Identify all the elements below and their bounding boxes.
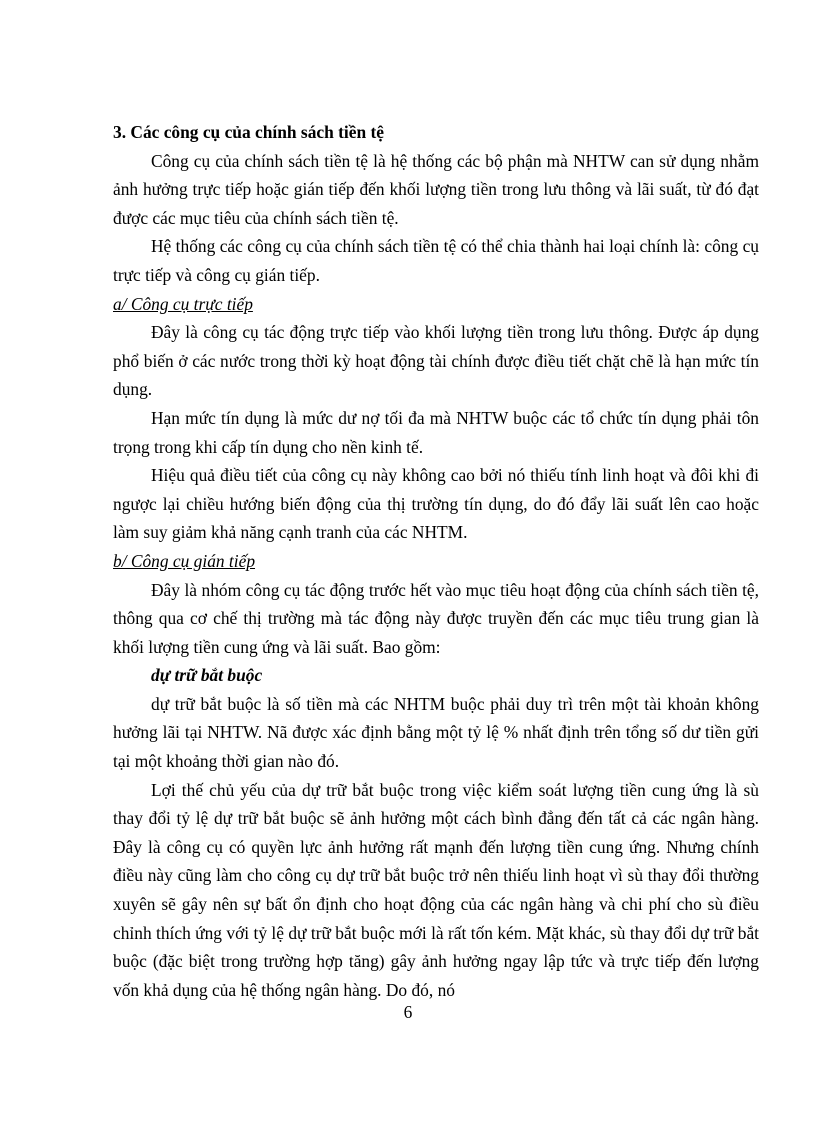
paragraph: Đây là nhóm công cụ tác động trước hết vào mục tiêu hoạt động của chính sách tiền tệ, thông qua cơ chế thị trường mà tác động này được truyền đến các mục tiêu trung gian là khối lượng tiền cung ứng và lãi suất. Bao gồm:: [113, 579, 759, 657]
subsection-title-indirect: b/ Công cụ gián tiếp: [113, 550, 256, 571]
paragraph: Hạn mức tín dụng là mức dư nợ tối đa mà NHTW buộc các tổ chức tín dụng phải tôn trọng trong khi cấp tín dụng cho nền kinh tế.: [113, 407, 759, 457]
item-title-reserve-requirement: dự trữ bắt buộc: [151, 665, 263, 686]
paragraph: Hệ thống các công cụ của chính sách tiền tệ có thể chia thành hai loại chính là: công cụ trực tiếp và công cụ gián tiếp.: [113, 236, 759, 285]
paragraph: Công cụ của chính sách tiền tệ là hệ thống các bộ phận mà NHTW can sử dụng nhằm ảnh hưởng trực tiếp hoặc gián tiếp đến khối lượng tiền trong lưu thông và lãi suất, từ đó đạt được các mục tiêu của chính sách tiền tệ.: [113, 150, 759, 228]
paragraph: dự trữ bắt buộc là số tiền mà các NHTM buộc phải duy trì trên một tài khoản không hưởng lãi tại NHTW. Nã được xác định bằng một tỷ lệ % nhất định trên tổng số dư tiền gửi tại một khoảng thời gian nào đó.: [113, 693, 759, 772]
paragraph: Đây là công cụ tác động trực tiếp vào khối lượng tiền trong lưu thông. Được áp dụng phổ biến ở các nước trong thời kỳ hoạt động tài chính được điều tiết chặt chẽ là hạn mức tín dụng.: [113, 322, 759, 400]
paragraph: Lợi thế chủ yếu của dự trữ bắt buộc trong việc kiểm soát lượng tiền cung ứng là sù thay đổi tỷ lệ dự trữ bắt buộc sẽ ảnh hưởng một cách bình đẳng đến tất cả các ngân hàng. Đây là công cụ có quyền lực ảnh hưởng rất mạnh đến lượng tiền cung ứng. Nhưng chính điều này cũng làm cho công cụ dự trữ bắt buộc trở nên thiếu linh hoạt vì sù thay đổi thường xuyên sẽ gây nên sự bất ổn định cho hoạt động của các ngân hàng và chi phí cho sù điều chỉnh thích ứng với tỷ lệ dự trữ bắt buộc mới là rất tốn kém. Mặt khác, sù thay đổi dự trữ bắt buộc (đặc biệt trong trường hợp tăng) gây ảnh hưởng ngay lập tức và trực tiếp đến lượng vốn khả dụng của hệ thống ngân hàng. Do đó, nó: [113, 779, 759, 1000]
paragraph: Hiệu quả điều tiết của công cụ này không cao bởi nó thiếu tính linh hoạt và đôi khi đi ngược lại chiều hướng biến động của thị trường tín dụng, do đó đẩy lãi suất lên cao hoặc làm suy giảm khả năng cạnh tranh của các NHTM.: [113, 465, 759, 543]
section-title: 3. Các công cụ của chính sách tiền tệ: [113, 122, 384, 142]
page-content: [113, 118, 759, 1004]
subsection-title-direct: a/ Công cụ trực tiếp: [113, 293, 253, 314]
page-number: 6: [403, 1002, 413, 1022]
